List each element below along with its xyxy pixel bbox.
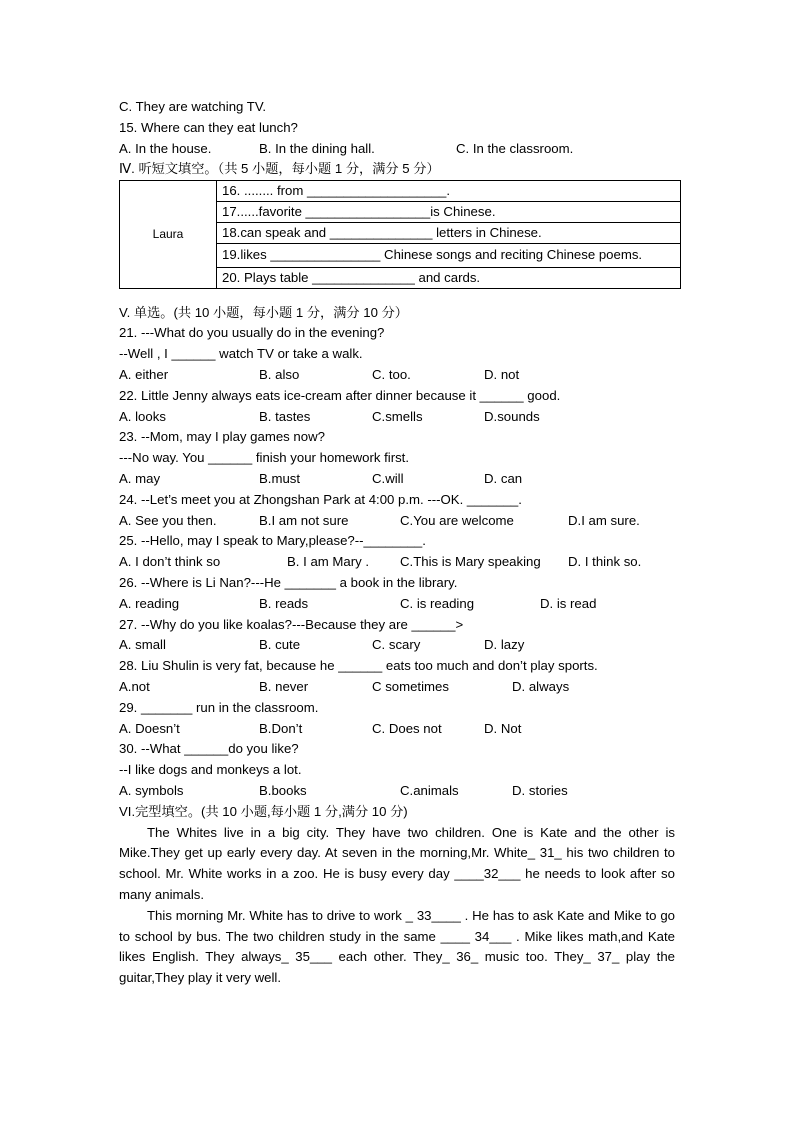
option-c: C. Does not: [372, 720, 442, 736]
q24-question: 24. --Let’s meet you at Zhongshan Park at 4:00 p.m. ---OK. _______.: [119, 491, 522, 507]
q24-options: [119, 511, 684, 532]
q27-options: [119, 635, 684, 656]
table-name-cell: Laura: [120, 181, 217, 289]
listening-table: [119, 180, 681, 289]
q26-options: [119, 594, 684, 615]
q21-options: [119, 365, 684, 386]
cloze-paragraph-2: This morning Mr. White has to drive to work _ 33____ . He has to ask Kate and Mike to go to school by bus. The two children study in the same ____ 34___ . Mike likes math,and Kate likes English. They always_ 35___ each other. They_ 36_ music too. They_ 37_ play the guitar,They play it very well.: [119, 907, 675, 986]
option-a: A. I don’t think so: [119, 554, 221, 570]
option-b: B. cute: [259, 637, 301, 653]
section6-title: VI.完型填空。(共 10 小题,每小题 1 分,满分 10 分): [119, 803, 408, 819]
option-d: D. always: [512, 679, 570, 695]
option-b: B.Don’t: [259, 720, 303, 736]
option-a: A. See you then.: [119, 512, 217, 528]
table-row-17: 17......favorite _________________is Chinese.: [217, 202, 681, 223]
option-c: C.animals: [400, 783, 459, 799]
option-c: C sometimes: [372, 679, 449, 695]
table-row-20: 20. Plays table ______________ and cards.: [217, 267, 681, 288]
q22-question: 22. Little Jenny always eats ice-cream after dinner because it ______ good.: [119, 387, 561, 403]
q23-answer-line: ---No way. You ______ finish your homework first.: [119, 450, 410, 466]
table-row-18: 18.can speak and ______________ letters in Chinese.: [217, 223, 681, 244]
option-a: A. Doesn’t: [119, 720, 180, 736]
q28-options: [119, 677, 684, 698]
option-b: B.books: [259, 783, 307, 799]
option-d: D. Not: [484, 720, 522, 736]
q29-question: 29. _______ run in the classroom.: [119, 699, 319, 715]
q30-question: 30. --What ______do you like?: [119, 741, 299, 757]
q30-options: [119, 781, 684, 802]
option-c: C.smells: [372, 408, 423, 424]
table-row-16: 16. ........ from ___________________.: [217, 181, 681, 202]
option-d: D. is read: [540, 595, 597, 611]
option-c: C.This is Mary speaking: [400, 554, 541, 570]
q15-options: [119, 139, 684, 160]
q23-question: 23. --Mom, may I play games now?: [119, 429, 325, 445]
option-a: A. symbols: [119, 783, 184, 799]
exam-page: [119, 97, 684, 989]
option-d: D. I think so.: [568, 554, 642, 570]
option-d: D.sounds: [484, 408, 540, 424]
q29-options: [119, 719, 684, 740]
q26-question: 26. --Where is Li Nan?---He _______ a book in the library.: [119, 575, 458, 591]
option-c: C. scary: [372, 637, 421, 653]
q15-option-a: A. In the house.: [119, 140, 212, 156]
q21-answer-line: --Well , I ______ watch TV or take a walk.: [119, 346, 363, 362]
q15-option-c: C. In the classroom.: [456, 140, 574, 156]
option-a: A.not: [119, 679, 150, 695]
q25-options: [119, 552, 684, 573]
q23-options: [119, 469, 684, 490]
q22-options: [119, 407, 684, 428]
option-b: B.must: [259, 471, 301, 487]
option-b: B. also: [259, 367, 300, 383]
q15-option-b: B. In the dining hall.: [259, 140, 375, 156]
q25-question: 25. --Hello, may I speak to Mary,please?--________.: [119, 533, 426, 549]
option-a: A. either: [119, 367, 169, 383]
section5-title: V. 单选。(共 10 小题，每小题 1 分，满分 10 分）: [119, 304, 408, 320]
option-b: B. tastes: [259, 408, 311, 424]
q15-question: 15. Where can they eat lunch?: [119, 119, 298, 135]
table-row-19: 19.likes _______________ Chinese songs and reciting Chinese poems.: [217, 244, 681, 268]
option-a: A. looks: [119, 408, 166, 424]
cloze-paragraph-1: The Whites live in a big city. They have two children. One is Kate and the other is Mike.They get up early every day. At seven in the morning,Mr. White_ 31_ his two children to school. Mr. White works in a zoo. He is busy every day ____32___ he needs to look after so many animals.: [119, 824, 675, 902]
option-d: D.I am sure.: [568, 512, 640, 528]
option-a: A. reading: [119, 595, 180, 611]
q21-question: 21. ---What do you usually do in the evening?: [119, 325, 385, 341]
option-d: D. not: [484, 367, 520, 383]
option-c: C.You are welcome: [400, 512, 514, 528]
option-b: B.I am not sure: [259, 512, 349, 528]
option-d: D. stories: [512, 783, 568, 799]
section4-title: Ⅳ. 听短文填空。（共 5 小题，每小题 1 分，满分 5 分）: [119, 161, 440, 177]
q27-question: 27. --Why do you like koalas?---Because they are ______>: [119, 616, 464, 632]
option-c: C.will: [372, 471, 404, 487]
q28-question: 28. Liu Shulin is very fat, because he ______ eats too much and don’t play sports.: [119, 658, 598, 674]
q14-option-c: C. They are watching TV.: [119, 99, 267, 114]
option-b: B. never: [259, 679, 309, 695]
option-b: B. reads: [259, 595, 309, 611]
option-a: A. small: [119, 637, 166, 653]
q30-answer-line: --I like dogs and monkeys a lot.: [119, 762, 302, 778]
option-c: C. too.: [372, 367, 411, 383]
option-d: D. can: [484, 471, 523, 487]
option-b: B. I am Mary .: [287, 554, 370, 570]
option-d: D. lazy: [484, 637, 525, 653]
option-a: A. may: [119, 471, 161, 487]
option-c: C. is reading: [400, 595, 475, 611]
